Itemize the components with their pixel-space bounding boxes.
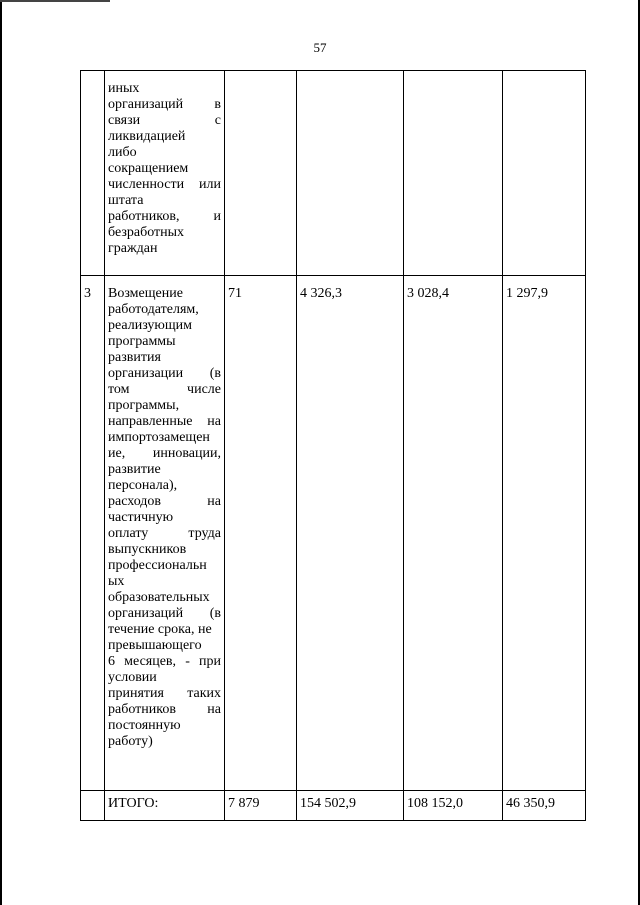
description-line: программы, — [108, 398, 180, 413]
description-line: условии — [108, 670, 157, 685]
description-line: работников, и — [108, 209, 221, 224]
table-row-continuation — [81, 71, 586, 276]
description-line: постоянную — [108, 718, 181, 733]
description-line: работу) — [108, 734, 153, 749]
description-line: 6 месяцев, - при — [108, 654, 221, 669]
description-line: реализующим — [108, 318, 193, 333]
description-line: расходов на — [108, 494, 221, 509]
description-line: организаций (в — [108, 606, 221, 621]
description-line: работодателям, — [108, 302, 199, 317]
description-line: развития — [108, 350, 161, 365]
cell-col6: 46 350,9 — [503, 791, 586, 821]
description-line: том числе — [108, 382, 221, 397]
description-line: ликвидацией — [108, 129, 186, 144]
page-number: 57 — [313, 40, 327, 55]
description-line: организации (в — [108, 366, 221, 381]
cell-col3: 71 — [225, 276, 297, 791]
description-line: численности или — [108, 177, 221, 192]
description-line: образовательных — [108, 590, 210, 605]
cell-number: 3 — [81, 276, 105, 791]
description-line: сокращением — [108, 161, 189, 176]
table-row-total — [81, 791, 586, 821]
description-line: развитие — [108, 462, 161, 477]
description-line: персонала), — [108, 478, 178, 493]
cell-col4: 4 326,3 — [297, 276, 404, 791]
description-line: частичную — [108, 510, 174, 525]
description-line: направленные на — [108, 414, 221, 429]
description-line: программы — [108, 334, 176, 349]
description-line: профессиональн — [108, 558, 207, 573]
description-line: ых — [108, 574, 125, 589]
cell-col5: 108 152,0 — [404, 791, 503, 821]
cell-col4 — [297, 71, 404, 276]
description-line: работников на — [108, 702, 221, 717]
cell-col6 — [503, 71, 586, 276]
cell-col6: 1 297,9 — [503, 276, 586, 791]
description-line: оплату труда — [108, 526, 221, 541]
description-line: выпускников — [108, 542, 187, 557]
description-line: иных — [108, 81, 140, 96]
description-line: организаций в — [108, 97, 221, 112]
description-line: Возмещение — [108, 286, 183, 301]
cell-description — [105, 71, 225, 276]
description-line: превышающего — [108, 638, 202, 653]
cell-description — [105, 276, 225, 791]
cell-col3: 7 879 — [225, 791, 297, 821]
description-line: течение срока, не — [108, 622, 212, 637]
cell-number — [81, 71, 105, 276]
scan-edge-left — [0, 0, 2, 905]
description-line: граждан — [108, 241, 158, 256]
cell-col3 — [225, 71, 297, 276]
scan-edge-top — [0, 0, 110, 2]
cell-total-label: ИТОГО: — [105, 791, 225, 821]
cell-number — [81, 791, 105, 821]
data-table — [80, 70, 586, 821]
description-line: ие, инновации, — [108, 446, 221, 461]
cell-col4: 154 502,9 — [297, 791, 404, 821]
table-row-3 — [81, 276, 586, 791]
description-line: безработных — [108, 225, 185, 240]
description-line: импортозамещен — [108, 430, 210, 445]
cell-col5: 3 028,4 — [404, 276, 503, 791]
description-line: штата — [108, 193, 144, 208]
cell-col5 — [404, 71, 503, 276]
description-line: либо — [108, 145, 137, 160]
description-line: связи с — [108, 113, 221, 128]
description-line: принятия таких — [108, 686, 221, 701]
